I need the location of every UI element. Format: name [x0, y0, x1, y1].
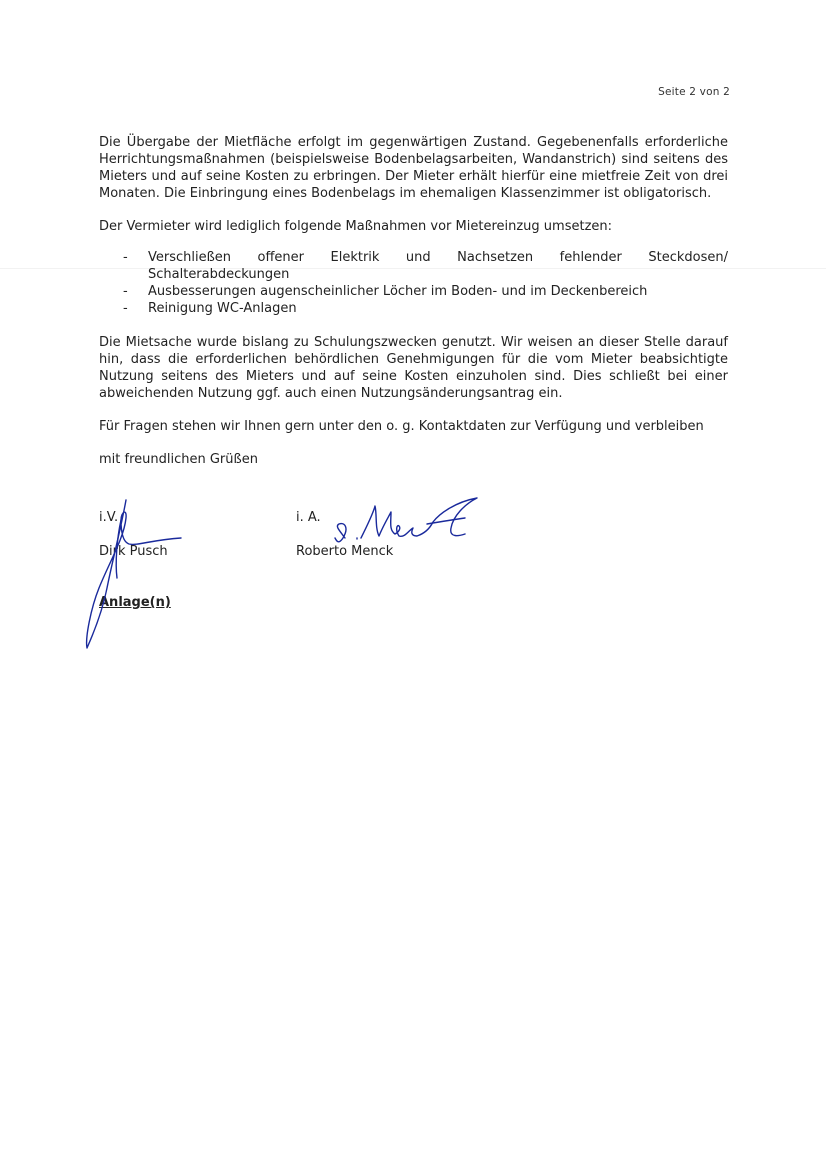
signature-block	[99, 508, 739, 658]
handwritten-signatures	[99, 508, 519, 658]
list-bullet: -	[123, 301, 128, 316]
measures-list	[99, 249, 728, 317]
left-signatory-name: Dirk Pusch	[99, 544, 168, 559]
signature-right-crossbar	[427, 518, 465, 524]
attachment-label: Anlage(n)	[99, 595, 171, 610]
left-signatory-prefix: i.V.	[99, 510, 119, 525]
paragraph-usage-permits: Die Mietsache wurde bislang zu Schulungszwecken genutzt. Wir weisen an dieser Stelle darauf hin, dass die erforderlichen behördlichen Genehmigungen für die vom Mieter beabsichtigte Nutzung seitens des Mieters und auf seine Kosten einzuholen sind. Dies schließt bei einer abweichenden Nutzung ggf. auch einen Nutzungsänderungsantrag ein.	[99, 335, 728, 401]
list-item: - Ausbesserungen augenscheinlicher Löcher im Boden- und im Deckenbereich	[123, 284, 648, 299]
page-number: Seite 2 von 2	[658, 86, 730, 98]
paragraph-contact: Für Fragen stehen wir Ihnen gern unter den o. g. Kontaktdaten zur Verfügung und verbleiben	[99, 419, 704, 434]
signature-left-stroke	[87, 500, 181, 648]
list-bullet: -	[123, 250, 128, 265]
list-item: - Reinigung WC-Anlagen	[123, 301, 297, 316]
list-bullet: -	[123, 284, 128, 299]
right-signatory-name: Roberto Menck	[296, 544, 394, 559]
right-signatory-prefix: i. A.	[296, 510, 321, 525]
list-item: - Verschließen offener Elektrik und Nachsetzen fehlender Steckdosen/ Schalterabdeckungen	[123, 250, 728, 282]
closing-greeting: mit freundlichen Grüßen	[99, 452, 258, 467]
paragraph-landlord-measures-intro: Der Vermieter wird lediglich folgende Maßnahmen vor Mietereinzug umsetzen:	[99, 219, 613, 234]
letter-body	[99, 134, 728, 484]
paragraph-handover: Die Übergabe der Mietfläche erfolgt im gegenwärtigen Zustand. Gegebenenfalls erforderliche Herrichtungsmaßnahmen (beispielsweise Bodenbelagsarbeiten, Wandanstrich) sind seitens des Mieters und auf seine Kosten zu erbringen. Der Mieter erhält hierfür eine mietfreie Zeit von drei Monaten. Die Einbringung eines Bodenbelags im ehemaligen Klassenzimmer ist obligatorisch.	[99, 135, 728, 201]
